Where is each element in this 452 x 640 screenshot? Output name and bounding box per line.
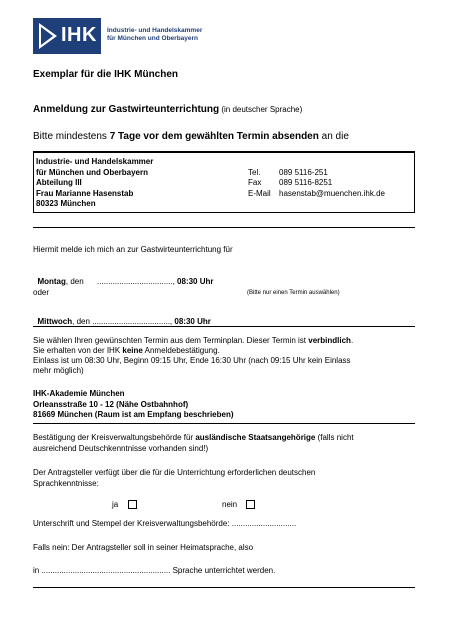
wednesday-option[interactable]: Mittwoch, den ..................................., 08:30 Uhr <box>37 317 211 326</box>
confirmation-text: Bestätigung der Kreisverwaltungsbehörde für ausländische Staatsangehörige (falls nicht ausreichend Deutschkenntnisse vorhanden sind!) <box>33 433 354 453</box>
phone-number: 089 5116-251 <box>279 167 328 177</box>
divider <box>33 587 415 588</box>
intro-text: Hiermit melde ich mich an zur Gastwirteunterrichtung für <box>33 245 233 254</box>
signature-line[interactable]: Unterschrift und Stempel der Kreisverwaltungsbehörde: ............................. <box>33 519 297 528</box>
info-paragraph: Sie wählen Ihren gewünschten Termin aus dem Terminplan. Dieser Termin ist verbindlich. Sie erhalten von der IHK keine Anmeldebestätigung. Einlass ist um 08:30 Uhr, Beginn 09:15 Uhr, Ende 16:30 Uhr (nach 09:15 Uhr kein Einlass mehr möglich) <box>33 336 354 375</box>
ja-checkbox[interactable] <box>128 500 137 509</box>
contact-values <box>279 168 385 200</box>
language-question: Der Antragsteller verfügt über die für die Unterrichtung erforderlichen deutschen Sprachkenntnisse: <box>33 468 316 488</box>
divider <box>33 423 415 424</box>
monday-option[interactable]: Montag, den .................................., 08:30 Uhr <box>37 277 214 286</box>
email-address: hasenstab@muenchen.ihk.de <box>279 188 385 198</box>
nein-checkbox[interactable] <box>246 500 255 509</box>
divider <box>33 326 415 327</box>
ja-label: ja <box>112 500 119 509</box>
oder-text: oder <box>33 288 50 297</box>
divider <box>33 227 415 228</box>
ihk-logo <box>33 18 101 54</box>
language-input-line[interactable]: in .......................................................... Sprache unterrichtet werden. <box>33 566 276 575</box>
exemplar-heading: Exemplar für die IHK München <box>33 69 179 80</box>
brand-name: Industrie- und Handelskammer für München und Oberbayern <box>107 27 203 42</box>
venue-address: IHK-Akademie München Orleansstraße 10 - 12 (Nähe Ostbahnhof) 81669 München (Raum ist am Empfang beschrieben) <box>33 389 234 419</box>
address-block: Industrie- und Handelskammer für München und Oberbayern Abteilung III Frau Marianne Hasenstab 80323 München <box>36 157 154 208</box>
logo-text: IHK <box>61 24 97 46</box>
contact-labels: Tel. Fax E-Mail <box>248 167 271 198</box>
choose-note: (Bitte nur einen Termin auswählen) <box>247 290 340 296</box>
form-title: Anmeldung zur Gastwirteunterrichtung (in deutscher Sprache) <box>33 104 303 115</box>
send-notice: Bitte mindestens 7 Tage vor dem gewählten Termin absenden an die <box>33 131 349 142</box>
nein-label: nein <box>222 500 238 509</box>
fax-number: 089 5116-8251 <box>279 178 333 187</box>
fallback-text: Falls nein: Der Antragsteller soll in seiner Heimatsprache, also <box>33 543 254 552</box>
